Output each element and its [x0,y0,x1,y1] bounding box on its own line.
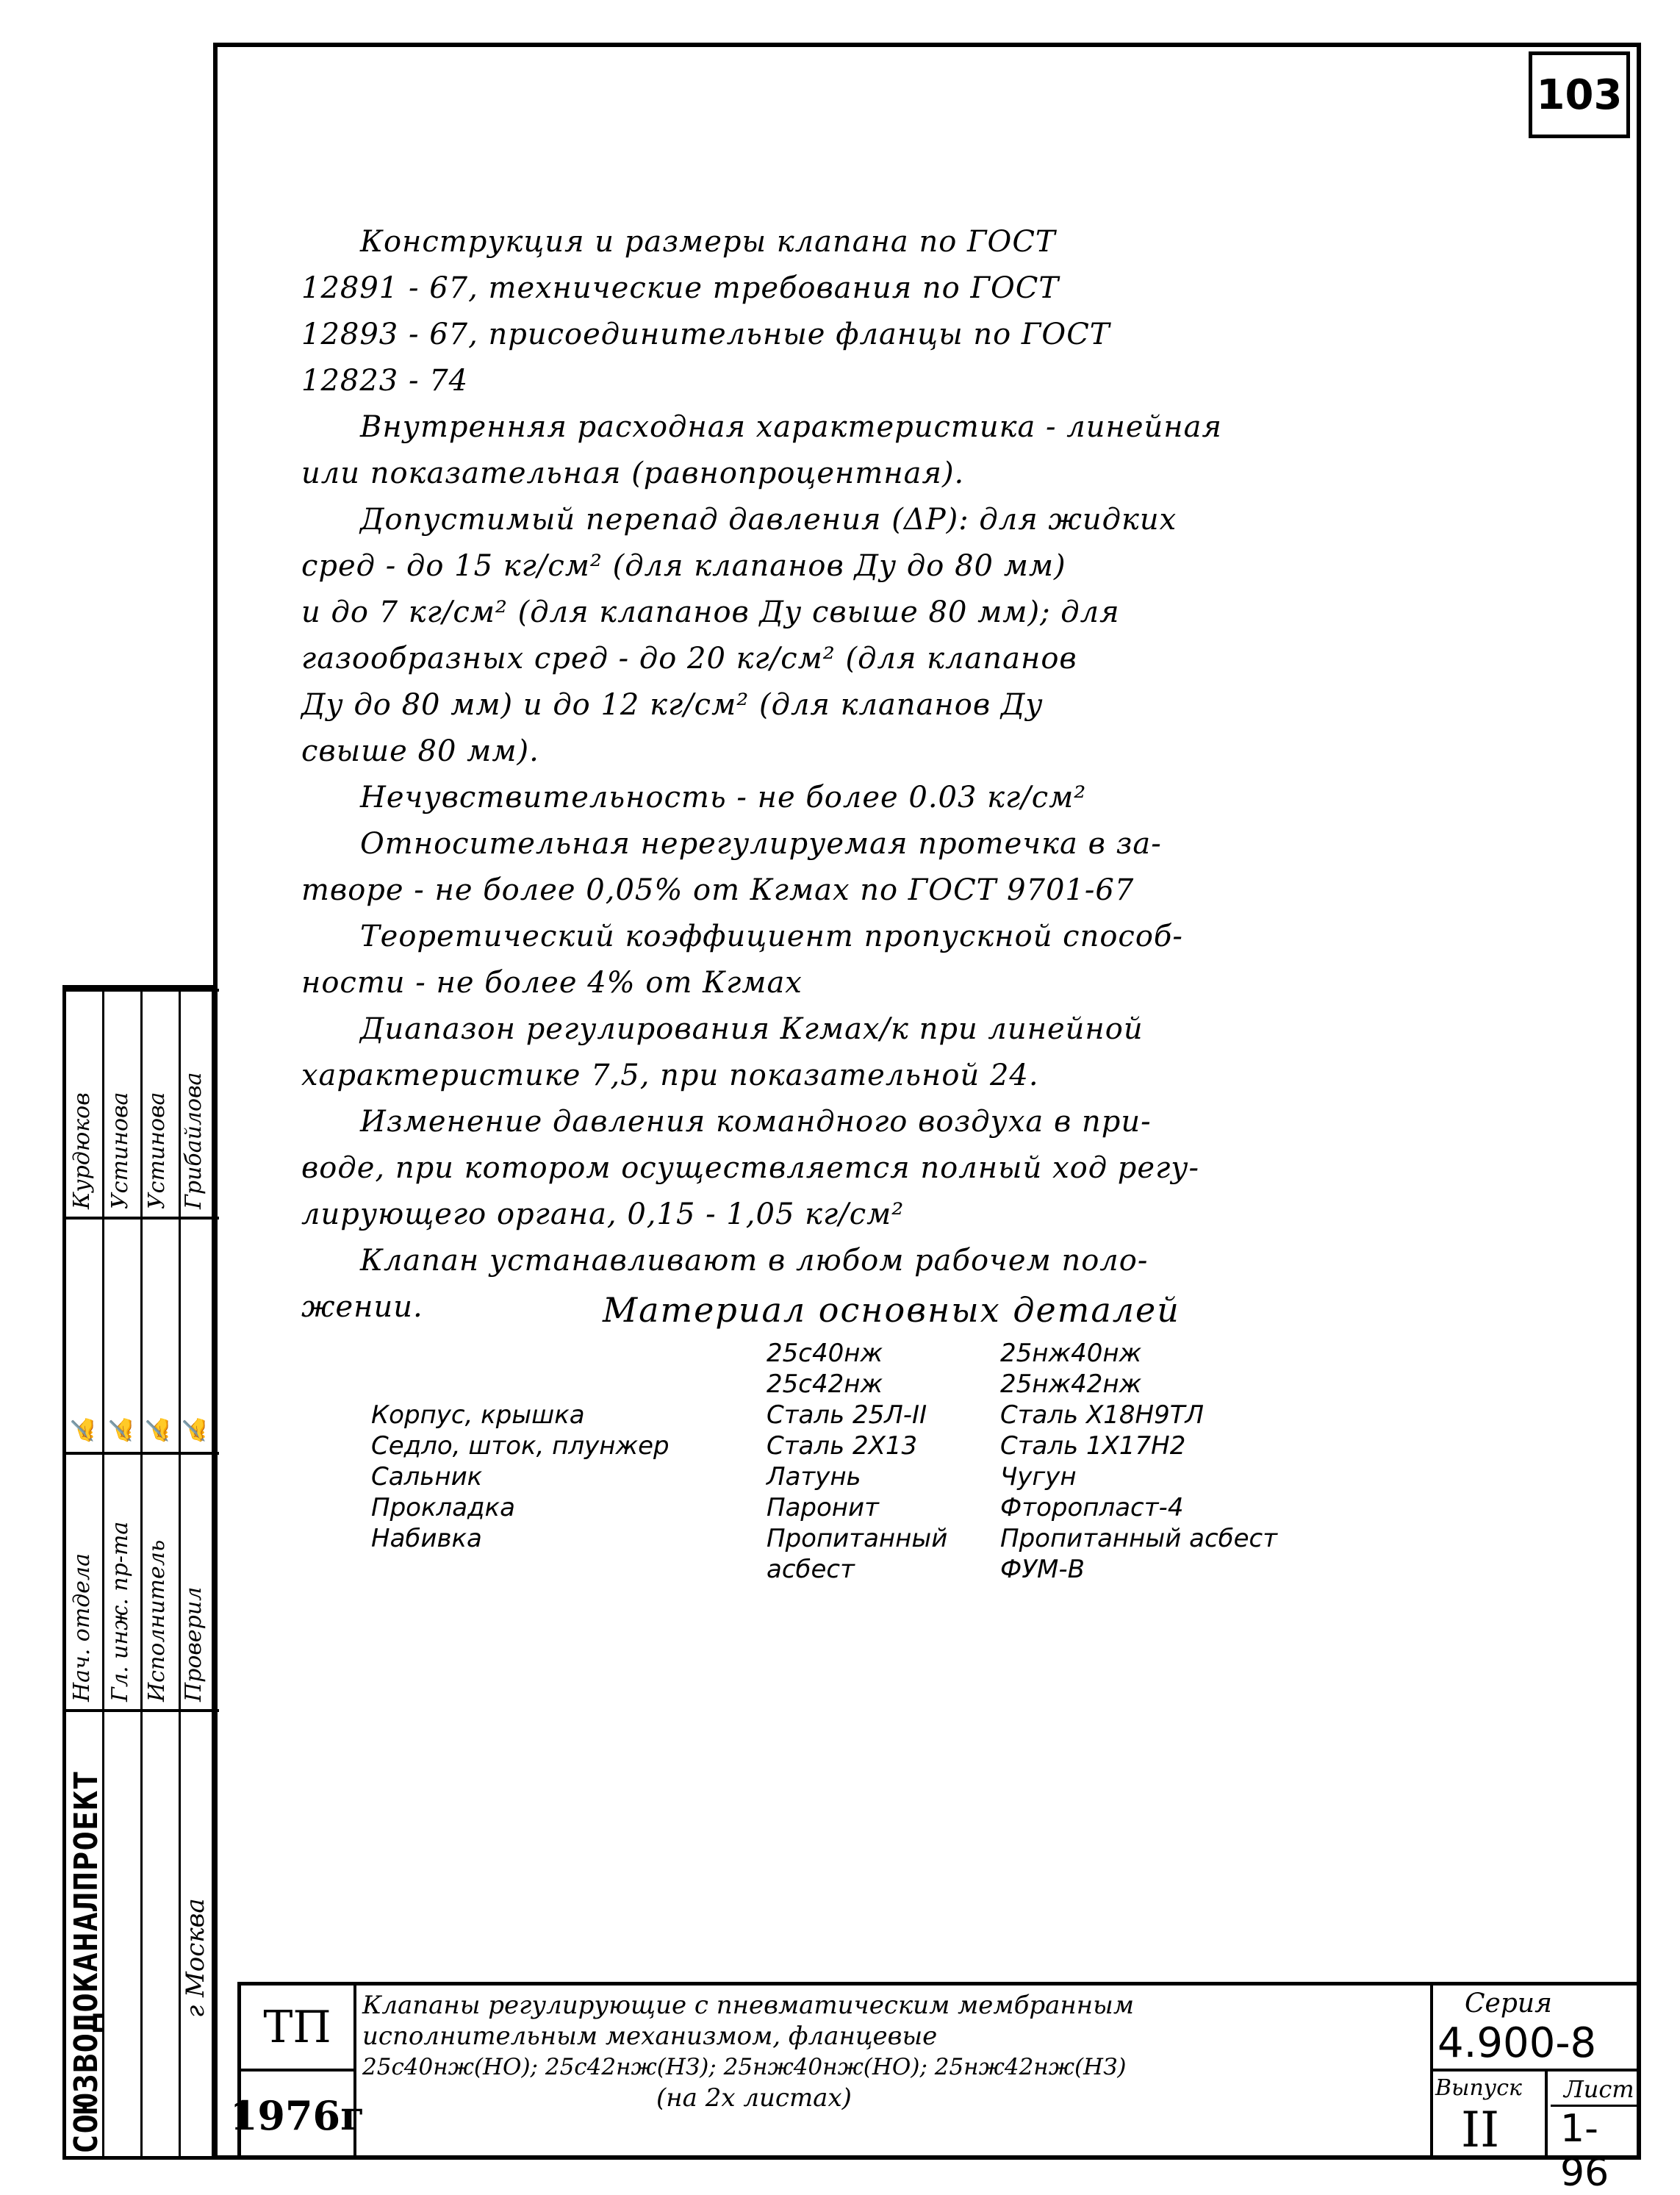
series-label: Серия [1465,1988,1552,2019]
title-line-4: (на 2х листах) [656,2083,852,2113]
stamp-organization: СОЮЗВОДОКАНАЛПРОЕКТ [68,1769,105,2154]
body-line: ности - не более 4% от Кгмах [301,966,803,1000]
materials-row [371,1430,1290,1461]
issue-label: Выпуск [1435,2075,1522,2101]
stamp-name-1: Курдюков [69,1092,95,1209]
body-line: и до 7 кг/см² (для клапанов Ду свыше 80 мм); для [301,595,1120,629]
materials-row [371,1461,1290,1492]
stamp-role-4: Проверил [181,1586,207,1702]
body-line: газообразных сред - до 20 кг/см² (для клапанов [301,642,1077,676]
materials-row [371,1554,1290,1585]
materials-cell: Сталь 2Х13 [767,1431,918,1461]
body-line: жении. [301,1290,423,1324]
materials-cell: Пропитанный [767,1524,948,1553]
signature-2: ✍ [109,1417,134,1444]
materials-cell: Корпус, крышка [371,1400,585,1430]
materials-cell [371,1369,767,1400]
materials-row [371,1400,1290,1430]
materials-cell: Сальник [371,1462,483,1492]
body-line: 12823 - 74 [301,364,469,398]
materials-row [371,1523,1290,1554]
title-line-2: исполнительным механизмом, фланцевые [362,2022,938,2051]
body-line: Диапазон регулирования Кгмах/к при линейной [360,1012,1144,1046]
materials-cell [371,1338,767,1369]
materials-cell: асбест [767,1555,855,1584]
specification-text [301,219,1551,1331]
materials-cell: Фторопласт-4 [1000,1493,1184,1522]
materials-cell: Сталь Х18Н9ТЛ [1000,1400,1205,1430]
stamp-role-2: Гл. инж. пр-та [107,1521,133,1702]
materials-cell: ФУМ-В [1000,1555,1085,1584]
body-line: Теоретический коэффициент пропускной способ- [360,920,1183,953]
materials-table [371,1338,1290,1585]
body-line: 12893 - 67, присоединительные фланцы по ГОСТ [301,318,1110,351]
materials-cell: Набивка [371,1524,482,1553]
stamp-name-3: Устинова [144,1092,170,1209]
signature-4: ✍ [182,1417,208,1444]
body-line: Внутренняя расходная характеристика - линейная [360,410,1222,444]
issue-value: II [1461,2102,1500,2158]
materials-cell: Сталь 25Л-II [767,1400,927,1430]
body-line: Ду до 80 мм) и до 12 кг/см² (для клапанов Ду [301,688,1044,722]
body-line: творе - не более 0,05% от Кгмах по ГОСТ 9701-67 [301,873,1135,907]
materials-header-row [371,1338,1290,1369]
body-line: Допустимый перепад давления (ΔР): для жидких [360,503,1177,537]
body-line: Относительная нерегулируемая протечка в за- [360,827,1162,861]
signature-3: ✍ [146,1417,171,1444]
title-block-code: ТП [241,1985,356,2072]
title-line-1: Клапаны регулирующие с пневматическим мембранным [362,1991,1135,2020]
materials-header-row [371,1369,1290,1400]
series-value: 4.900-8 [1437,2019,1597,2067]
title-line-3: 25с40нж(НО); 25с42нж(НЗ); 25нж40нж(НО); 25нж42нж(НЗ) [362,2054,1127,2080]
approval-stamp [62,985,215,2160]
body-line: 12891 - 67, технические требования по ГОСТ [301,271,1060,305]
title-block [229,1982,1641,2195]
materials-cell: Паронит [767,1493,879,1522]
stamp-name-2: Устинова [107,1092,133,1209]
materials-cell: 25нж40нж [1000,1339,1142,1368]
body-line: Клапан устанавливают в любом рабочем поло- [360,1244,1149,1278]
body-line: или показательная (равнопроцентная). [301,456,965,490]
stamp-role-3: Исполнитель [144,1539,170,1702]
materials-cell: Пропитанный асбест [1000,1524,1278,1553]
sheet-number: 103 [1529,51,1630,138]
materials-cell: Прокладка [371,1493,515,1522]
materials-cell: Седло, шток, плунжер [371,1431,670,1461]
body-line: лирующего органа, 0,15 - 1,05 кг/см² [301,1197,905,1231]
materials-cell [371,1554,767,1585]
body-line: воде, при котором осуществляется полный ход регу- [301,1151,1200,1185]
stamp-name-4: Грибайлова [181,1072,207,1209]
stamp-role-1: Нач. отдела [69,1553,95,1702]
materials-title: Материал основных деталей [603,1290,1180,1330]
materials-row [371,1492,1290,1523]
sheet-label: Лист [1564,2075,1634,2103]
body-line: характеристике 7,5, при показательной 24. [301,1059,1039,1092]
body-line: Конструкция и размеры клапана по ГОСТ [360,225,1056,259]
title-block-title [362,1990,1465,2113]
materials-cell: Латунь [767,1462,861,1492]
signature-1: ✍ [71,1417,96,1444]
materials-cell: 25с42нж [767,1369,883,1399]
sheet-value: 1-96 [1560,2107,1609,2195]
title-block-year: 1976г [241,2072,356,2160]
materials-cell: Чугун [1000,1462,1077,1492]
body-line: Нечувствительность - не более 0.03 кг/см² [360,781,1087,814]
body-line: свыше 80 мм). [301,734,539,768]
body-line: Изменение давления командного воздуха в при- [360,1105,1152,1139]
materials-cell: 25нж42нж [1000,1369,1142,1399]
materials-cell: 25с40нж [767,1339,883,1368]
stamp-city: г Москва [181,1898,210,2018]
body-line: сред - до 15 кг/см² (для клапанов Ду до 80 мм) [301,549,1066,583]
materials-cell: Сталь 1Х17Н2 [1000,1431,1186,1461]
